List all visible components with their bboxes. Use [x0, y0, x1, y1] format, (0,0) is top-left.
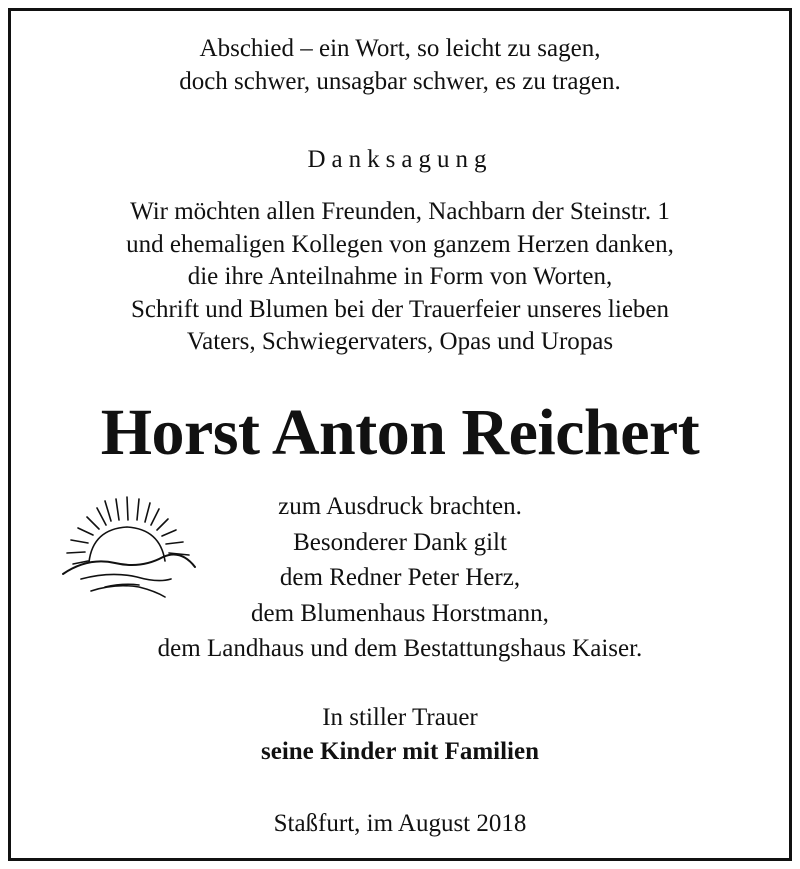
place-and-date: Staßfurt, im August 2018	[273, 810, 527, 837]
thanks-line: dem Landhaus und dem Bestattungshaus Kaiser.	[157, 635, 643, 662]
thanks-paragraph	[11, 493, 789, 671]
intro-line: die ihre Anteilnahme in Form von Worten,	[187, 263, 613, 290]
intro-line: Wir möchten allen Freunden, Nachbarn der Steinstr. 1	[130, 198, 670, 225]
thanks-line: dem Blumenhaus Horstmann,	[251, 599, 549, 627]
thanks-line: Besonderer Dank gilt	[293, 528, 507, 556]
thanks-line: dem Redner Peter Herz,	[279, 564, 521, 591]
deceased-name: Horst Anton Reichert	[100, 396, 700, 469]
intro-line: und ehemaligen Kollegen von ganzem Herzen danken,	[126, 230, 674, 258]
heading-danksagung: Danksagung	[307, 146, 493, 173]
motto-line-1: Abschied – ein Wort, so leicht zu sagen,	[199, 35, 601, 62]
intro-line: Vaters, Schwiegervaters, Opas und Uropas	[186, 328, 614, 355]
thanks-line: zum Ausdruck brachten.	[278, 493, 522, 520]
obituary-notice	[8, 8, 792, 861]
mourning-family: seine Kinder mit Familien	[261, 738, 539, 765]
mourning-block	[11, 704, 789, 772]
motto-line-2: doch schwer, unsagbar schwer, es zu tragen.	[179, 68, 621, 95]
intro-line: Schrift und Blumen bei der Trauerfeier unseres lieben	[130, 295, 670, 323]
motto-verse	[11, 35, 789, 101]
intro-paragraph	[11, 198, 789, 361]
mourning-line: In stiller Trauer	[322, 704, 478, 731]
